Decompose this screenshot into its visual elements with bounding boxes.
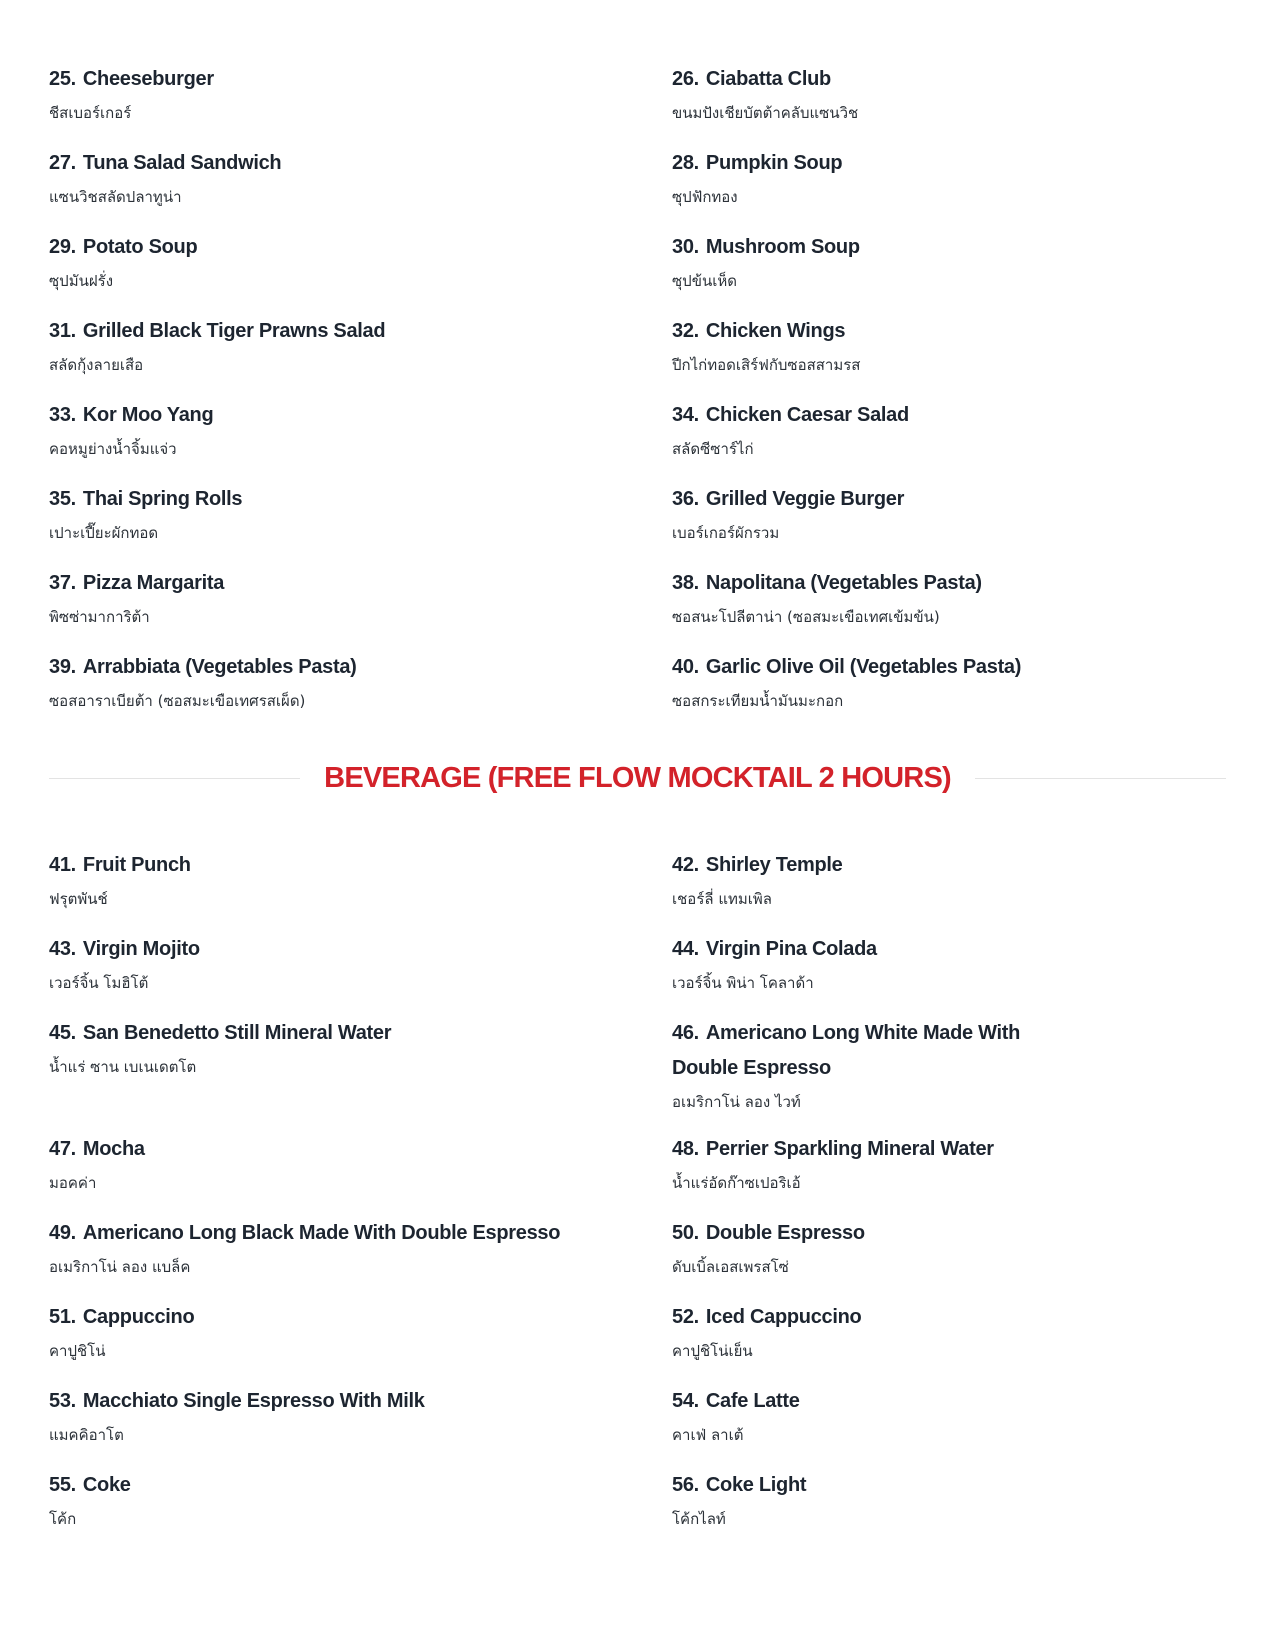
menu-item-thai-name: คาปูชิโน่เย็น <box>672 1342 753 1360</box>
menu-item-name <box>49 932 672 967</box>
menu-item-thai-name: เชอร์ลี่ แทมเพิล <box>672 890 772 908</box>
menu-item-title: Macchiato Single Espresso With Milk <box>82 1390 425 1412</box>
menu-item-thai-name: คาเฟ่ ลาเต้ <box>672 1426 744 1444</box>
menu-item-36 <box>672 482 1226 566</box>
menu-item-32 <box>672 314 1226 398</box>
menu-item-number: 51. <box>49 1306 76 1328</box>
menu-item-50 <box>672 1216 1226 1300</box>
menu-item-54 <box>672 1384 1226 1468</box>
menu-item-30 <box>672 230 1226 314</box>
menu-item-name <box>672 314 1226 349</box>
menu-item-name <box>672 398 1226 433</box>
menu-item-title: San Benedetto Still Mineral Water <box>82 1022 392 1044</box>
menu-item-number: 38. <box>672 572 699 594</box>
menu-item-thai-name: น้ำแร่ ซาน เบเนเดตโต <box>49 1058 197 1076</box>
menu-item-name <box>49 482 672 517</box>
menu-item-title: Grilled Veggie Burger <box>705 488 905 510</box>
menu-item-thai-name: ดับเบิ้ลเอสเพรสโซ่ <box>672 1258 789 1276</box>
menu-item-number: 54. <box>672 1390 699 1412</box>
menu-item-53 <box>49 1384 672 1468</box>
menu-item-title: Cafe Latte <box>705 1390 800 1412</box>
menu-item-name <box>49 314 672 349</box>
menu-item-thai-name: ซุปข้นเห็ด <box>672 272 737 290</box>
menu-item-thai-name: มอคค่า <box>49 1174 97 1192</box>
menu-item-name <box>49 650 672 685</box>
menu-item-title: Virgin Mojito <box>82 938 200 960</box>
menu-item-thai-name: ปีกไก่ทอดเสิร์ฟกับซอสสามรส <box>672 356 861 374</box>
menu-item-name <box>672 230 1226 265</box>
menu-item-thai-name: เปาะเปี๊ยะผักทอด <box>49 524 159 542</box>
menu-item-number: 42. <box>672 854 699 876</box>
menu-item-title: Pumpkin Soup <box>705 152 843 174</box>
menu-item-28 <box>672 146 1226 230</box>
menu-item-number: 41. <box>49 854 76 876</box>
menu-item-number: 25. <box>49 68 76 90</box>
menu-item-number: 56. <box>672 1474 699 1496</box>
menu-item-name <box>672 1384 1226 1419</box>
menu-item-number: 36. <box>672 488 699 510</box>
menu-item-title: Chicken Caesar Salad <box>705 404 909 426</box>
menu-item-title: Americano Long Black Made With Double Espresso <box>82 1222 561 1244</box>
menu-item-title: Thai Spring Rolls <box>82 488 243 510</box>
menu-item-thai-name: ชีสเบอร์เกอร์ <box>49 104 132 122</box>
menu-item-name <box>672 1468 1226 1503</box>
menu-item-thai-name: อเมริกาโน่ ลอง ไวท์ <box>672 1093 801 1111</box>
menu-item-thai-name: คอหมูย่างน้ำจิ้มแจ่ว <box>49 440 177 458</box>
menu-item-55 <box>49 1468 672 1552</box>
menu-item-number: 33. <box>49 404 76 426</box>
menu-item-title: Iced Cappuccino <box>705 1306 862 1328</box>
menu-item-45 <box>49 1016 672 1132</box>
menu-item-number: 39. <box>49 656 76 678</box>
menu-item-name <box>672 1132 1226 1167</box>
menu-item-number: 48. <box>672 1138 699 1160</box>
menu-item-name <box>49 1016 672 1051</box>
menu-item-43 <box>49 932 672 1016</box>
menu-item-title: Virgin Pina Colada <box>705 938 877 960</box>
heading-divider-left <box>49 778 300 779</box>
menu-item-number: 53. <box>49 1390 76 1412</box>
menu-item-42 <box>672 848 1226 932</box>
menu-item-46 <box>672 1016 1226 1132</box>
menu-item-41 <box>49 848 672 932</box>
menu-item-number: 30. <box>672 236 699 258</box>
menu-item-thai-name: เวอร์จิ้น โมฮิโต้ <box>49 974 149 992</box>
menu-item-29 <box>49 230 672 314</box>
menu-item-44 <box>672 932 1226 1016</box>
menu-item-title: Mushroom Soup <box>705 236 860 258</box>
menu-item-title: Ciabatta Club <box>705 68 831 90</box>
menu-item-thai-name: น้ำแร่อัดก๊าซเปอริเอ้ <box>672 1174 801 1192</box>
menu-item-name <box>672 146 1226 181</box>
menu-item-title: Cappuccino <box>82 1306 195 1328</box>
menu-item-thai-name: ขนมปังเชียบัตต้าคลับแซนวิช <box>672 104 859 122</box>
menu-item-27 <box>49 146 672 230</box>
menu-item-thai-name: แมคคิอาโต <box>49 1426 124 1444</box>
beverage-section-header <box>49 758 1226 798</box>
menu-item-number: 52. <box>672 1306 699 1328</box>
menu-item-26 <box>672 62 1226 146</box>
menu-item-name <box>49 1468 672 1503</box>
menu-item-title: Americano Long White Made With Double Espresso <box>672 1022 1021 1079</box>
menu-item-thai-name: แซนวิชสลัดปลาทูน่า <box>49 188 182 206</box>
menu-item-47 <box>49 1132 672 1216</box>
menu-item-name <box>49 398 672 433</box>
menu-item-number: 29. <box>49 236 76 258</box>
menu-item-title: Grilled Black Tiger Prawns Salad <box>82 320 386 342</box>
menu-item-number: 34. <box>672 404 699 426</box>
menu-item-name <box>672 1016 1072 1086</box>
menu-item-name <box>49 1216 672 1251</box>
menu-item-name <box>672 482 1226 517</box>
menu-item-number: 55. <box>49 1474 76 1496</box>
menu-item-thai-name: ซอสกระเทียมน้ำมันมะกอก <box>672 692 844 710</box>
menu-item-48 <box>672 1132 1226 1216</box>
menu-item-number: 46. <box>672 1022 699 1044</box>
menu-item-number: 37. <box>49 572 76 594</box>
menu-item-33 <box>49 398 672 482</box>
menu-item-title: Tuna Salad Sandwich <box>82 152 282 174</box>
menu-item-number: 45. <box>49 1022 76 1044</box>
menu-item-thai-name: สลัดซีซาร์ไก่ <box>672 440 754 458</box>
menu-item-title: Perrier Sparkling Mineral Water <box>705 1138 994 1160</box>
menu-item-51 <box>49 1300 672 1384</box>
menu-item-title: Cheeseburger <box>82 68 214 90</box>
menu-item-thai-name: คาปูชิโน่ <box>49 1342 106 1360</box>
menu-item-number: 27. <box>49 152 76 174</box>
menu-item-number: 28. <box>672 152 699 174</box>
menu-item-thai-name: ซอสอาราเบียต้า (ซอสมะเขือเทศรสเผ็ด) <box>49 692 306 710</box>
menu-item-name <box>49 146 672 181</box>
menu-item-title: Chicken Wings <box>705 320 846 342</box>
menu-item-title: Arrabbiata (Vegetables Pasta) <box>82 656 357 678</box>
menu-item-35 <box>49 482 672 566</box>
menu-item-37 <box>49 566 672 650</box>
menu-item-thai-name: สลัดกุ้งลายเสือ <box>49 356 144 374</box>
menu-item-number: 43. <box>49 938 76 960</box>
menu-item-39 <box>49 650 672 734</box>
menu-item-name <box>672 62 1226 97</box>
menu-item-title: Garlic Olive Oil (Vegetables Pasta) <box>705 656 1022 678</box>
food-menu-grid <box>49 62 1226 734</box>
menu-item-thai-name: ซอสนะโปลีตาน่า (ซอสมะเขือเทศเข้มข้น) <box>672 608 940 626</box>
menu-item-name <box>49 230 672 265</box>
menu-item-name <box>49 566 672 601</box>
menu-item-thai-name: ซุปมันฝรั่ง <box>49 272 114 290</box>
menu-item-title: Kor Moo Yang <box>82 404 214 426</box>
menu-item-name <box>49 62 672 97</box>
menu-item-56 <box>672 1468 1226 1552</box>
menu-item-25 <box>49 62 672 146</box>
menu-item-title: Potato Soup <box>82 236 198 258</box>
menu-item-name <box>672 932 1226 967</box>
menu-item-name <box>672 650 1226 685</box>
menu-item-number: 31. <box>49 320 76 342</box>
menu-item-number: 40. <box>672 656 699 678</box>
menu-item-thai-name: โค้ก <box>49 1510 77 1528</box>
menu-item-thai-name: เบอร์เกอร์ผักรวม <box>672 524 780 542</box>
menu-item-title: Pizza Margarita <box>82 572 225 594</box>
menu-item-38 <box>672 566 1226 650</box>
menu-item-number: 50. <box>672 1222 699 1244</box>
menu-item-name <box>49 1132 672 1167</box>
menu-item-title: Shirley Temple <box>705 854 843 876</box>
menu-item-thai-name: อเมริกาโน่ ลอง แบล็ค <box>49 1258 191 1276</box>
menu-item-thai-name: เวอร์จิ้น พิน่า โคลาด้า <box>672 974 814 992</box>
menu-item-40 <box>672 650 1226 734</box>
menu-item-name <box>49 1384 672 1419</box>
menu-item-title: Coke <box>82 1474 131 1496</box>
menu-item-title: Fruit Punch <box>82 854 191 876</box>
menu-item-name <box>672 1216 1226 1251</box>
menu-item-49 <box>49 1216 672 1300</box>
menu-item-52 <box>672 1300 1226 1384</box>
menu-item-thai-name: โค้กไลท์ <box>672 1510 726 1528</box>
menu-item-name <box>49 848 672 883</box>
menu-item-name <box>672 848 1226 883</box>
menu-item-34 <box>672 398 1226 482</box>
beverage-section-title: BEVERAGE (FREE FLOW MOCKTAIL 2 HOURS) <box>324 762 951 794</box>
menu-item-name <box>672 1300 1226 1335</box>
menu-item-thai-name: พิซซ่ามาการิต้า <box>49 608 150 626</box>
menu-item-31 <box>49 314 672 398</box>
menu-item-thai-name: ซุปฟักทอง <box>672 188 738 206</box>
menu-item-number: 32. <box>672 320 699 342</box>
menu-item-number: 47. <box>49 1138 76 1160</box>
menu-item-title: Mocha <box>82 1138 145 1160</box>
menu-item-name <box>672 566 1226 601</box>
menu-item-number: 26. <box>672 68 699 90</box>
menu-item-number: 49. <box>49 1222 76 1244</box>
menu-item-thai-name: ฟรุตพันช์ <box>49 890 108 908</box>
menu-item-title: Napolitana (Vegetables Pasta) <box>705 572 982 594</box>
heading-divider-right <box>975 778 1226 779</box>
menu-item-number: 44. <box>672 938 699 960</box>
menu-item-number: 35. <box>49 488 76 510</box>
beverage-menu-grid <box>49 848 1226 1552</box>
menu-item-title: Double Espresso <box>705 1222 865 1244</box>
menu-item-name <box>49 1300 672 1335</box>
menu-item-title: Coke Light <box>705 1474 807 1496</box>
